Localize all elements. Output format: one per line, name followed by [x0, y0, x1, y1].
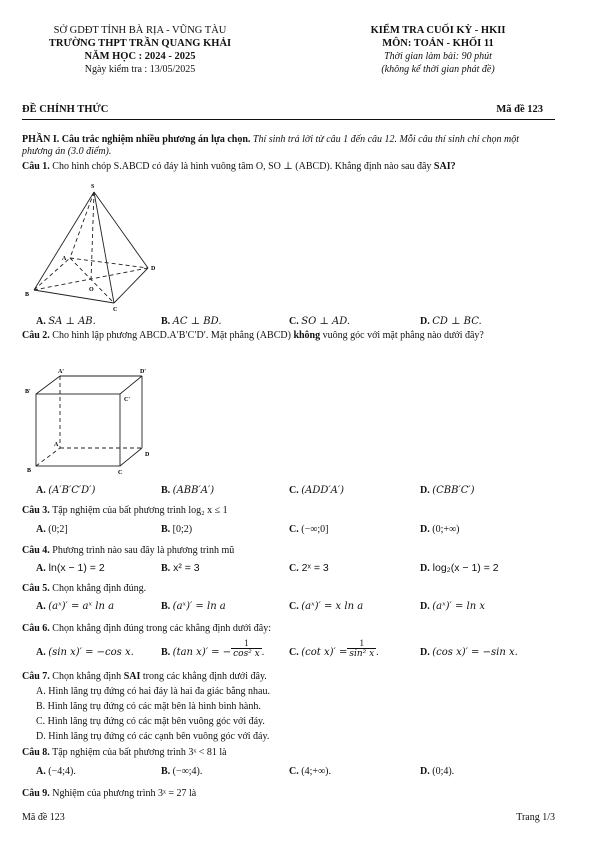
question-number: Câu 9. — [22, 788, 50, 799]
option-b[interactable]: B. (−∞;4). — [161, 766, 203, 777]
question-number: Câu 5. — [22, 583, 50, 594]
header-divider — [22, 119, 555, 120]
option-b[interactable]: B. x² = 3 — [161, 562, 200, 574]
question-4-options — [36, 562, 556, 576]
question-6-options — [36, 638, 556, 668]
question-5 — [22, 583, 562, 595]
statement-a[interactable]: A. Hình lăng trụ đứng có hai đáy là hai đa giác bằng nhau. — [36, 686, 270, 697]
exam-date: Ngày kiểm tra : 13/05/2025 — [84, 64, 196, 75]
vertex-label-a: A — [62, 256, 67, 262]
question-1 — [22, 161, 562, 173]
school-name: TRƯỜNG THPT TRẦN QUANG KHẢI — [48, 38, 232, 49]
question-text-continued: vuông góc với mặt phẳng nào dưới đây? — [322, 330, 484, 341]
question-3-options — [36, 524, 556, 538]
question-emphasis: không — [293, 330, 321, 341]
school-year: NĂM HỌC : 2024 - 2025 — [84, 51, 196, 62]
question-text: Chọn khẳng định — [52, 671, 122, 682]
option-a[interactable]: A. (sin x)′ = −cos x. — [36, 647, 134, 658]
question-text: Cho hình chóp S.ABCD có đáy là hình vuông tâm O, SO ⊥ (ABCD). Khẳng định nào sau đây — [52, 161, 432, 172]
question-number: Câu 1. — [22, 161, 50, 172]
option-a[interactable]: A. (−4;4). — [36, 766, 76, 777]
question-number: Câu 3. — [22, 505, 50, 516]
question-8 — [22, 747, 562, 759]
option-d[interactable]: D. (CBB′C′) — [420, 485, 475, 496]
vertex-label-o: O — [89, 287, 94, 293]
vertex-label-c: C — [113, 307, 118, 313]
question-4 — [22, 545, 562, 557]
option-b[interactable]: B. (tan x)′ = − $\frac{1}{\text{cos² x}}$ . — [161, 638, 265, 659]
option-a[interactable]: A. (aˣ)′ = aˣ ln a — [36, 601, 115, 612]
duration-note: (không kể thời gian phát đề) — [381, 64, 495, 75]
question-text-continued: trong các khẳng định dưới đây. — [142, 671, 267, 682]
option-c[interactable]: C. 2ˣ = 3 — [289, 562, 329, 574]
header-left — [20, 24, 260, 76]
vertex-label-b: B — [27, 468, 32, 474]
subject-name: MÔN: TOÁN - KHỐI 11 — [382, 38, 494, 49]
question-8-options — [36, 766, 556, 780]
vertex-label-b-prime: B′ — [25, 389, 31, 395]
option-d[interactable]: D. (0;+∞) — [420, 524, 460, 535]
statement-c[interactable]: C. Hình lăng trụ đứng có các mặt bên vuông góc với đáy. — [36, 716, 265, 727]
option-a[interactable]: A. (0;2] — [36, 524, 68, 535]
option-c[interactable]: C. (−∞;0] — [289, 524, 329, 535]
option-b[interactable]: B. (aˣ)′ = ln a — [161, 601, 226, 612]
exam-duration: Thời gian làm bài: 90 phút — [384, 51, 492, 62]
vertex-label-a: A — [54, 442, 59, 448]
question-5-options — [36, 601, 556, 615]
statement-b[interactable]: B. Hình lăng trụ đứng có các mặt bên là hình bình hành. — [36, 701, 261, 712]
part-1-heading — [22, 134, 547, 158]
option-a[interactable]: A. SA ⊥ AB. — [36, 316, 96, 327]
exam-title: KIỂM TRA CUỐI KỲ - HKII — [370, 25, 506, 36]
question-number: Câu 8. — [22, 747, 50, 758]
question-number: Câu 2. — [22, 330, 50, 341]
part-1-instructions: Thí sinh trả lời từ câu 1 đến câu 12. Mỗi câu thí sinh chỉ chọn một phương án (3.0 điểm). — [22, 134, 519, 157]
option-b[interactable]: B. AC ⊥ BD. — [161, 316, 222, 327]
option-c[interactable]: C. SO ⊥ AD. — [289, 316, 351, 327]
fraction-b: $\frac{1}{\text{cos² x}}$ — [233, 638, 260, 659]
part-1-title: PHẦN I. Câu trắc nghiệm nhiều phương án lựa chọn. — [22, 134, 251, 145]
question-text: Tập nghiệm của bất phương trình log₂ x ≤ 1 — [52, 505, 228, 516]
official-row — [22, 104, 555, 118]
cube-figure — [22, 366, 162, 478]
page-footer — [22, 812, 555, 823]
official-label: ĐỀ CHÍNH THỨC — [22, 104, 109, 115]
question-text: Cho hình lập phương ABCD.A′B′C′D′. Mặt phẳng (ABCD) — [52, 330, 291, 341]
footer-exam-code: Mã đề 123 — [22, 812, 65, 823]
question-3 — [22, 505, 562, 517]
question-2-options — [36, 485, 556, 499]
vertex-label-d: D — [151, 266, 156, 272]
question-7 — [22, 671, 562, 683]
option-c[interactable]: C. (ADD′A′) — [289, 485, 345, 496]
question-emphasis: SAI — [123, 671, 141, 682]
question-text-continued: là — [219, 747, 227, 758]
question-2 — [22, 330, 547, 342]
fraction-c: $\frac{1}{\text{sin² x}}$ — [349, 638, 375, 659]
vertex-label-b: B — [25, 292, 30, 298]
question-6 — [22, 623, 562, 635]
option-d[interactable]: D. CD ⊥ BC. — [420, 316, 482, 327]
option-a[interactable]: A. (A′B′C′D′) — [36, 485, 96, 496]
vertex-label-d-prime: D′ — [140, 369, 147, 375]
vertex-label-a-prime: A′ — [58, 369, 65, 375]
header-right — [318, 24, 558, 76]
option-b[interactable]: B. (ABB′A′) — [161, 485, 215, 496]
page-number: Trang 1/3 — [516, 812, 555, 823]
exam-code: Mã đề 123 — [496, 104, 543, 115]
question-emphasis: SAI? — [433, 161, 456, 172]
question-9 — [22, 788, 562, 800]
question-number: Câu 7. — [22, 671, 50, 682]
statement-d[interactable]: D. Hình lăng trụ đứng có các cạnh bên vuông góc với đáy. — [36, 731, 270, 742]
option-d[interactable]: D. (cos x)′ = −sin x. — [420, 647, 518, 658]
question-text: Chọn khẳng định đúng. — [52, 583, 147, 594]
option-c[interactable]: C. (aˣ)′ = x ln a — [289, 601, 364, 612]
pyramid-figure — [22, 178, 172, 313]
question-text-continued: là — [189, 788, 197, 799]
vertex-label-c-prime: C′ — [124, 397, 131, 403]
question-text: Nghiệm của phương trình 3ˣ = 27 — [52, 788, 187, 799]
option-a[interactable]: A. ln(x − 1) = 2 — [36, 562, 105, 574]
option-c[interactable]: C. (4;+∞). — [289, 766, 331, 777]
vertex-label-c: C — [118, 470, 123, 476]
option-d[interactable]: D. log₂(x − 1) = 2 — [420, 562, 499, 574]
option-b[interactable]: B. [0;2) — [161, 524, 193, 535]
option-d[interactable]: D. (aˣ)′ = ln x — [420, 601, 486, 612]
option-c[interactable]: C. (cot x)′ = $\frac{1}{\text{sin² x}}$ . — [289, 638, 379, 659]
question-text: Phương trình nào sau đây là phương trình mũ — [52, 545, 235, 556]
question-text: Chọn khẳng định đúng trong các khẳng định dưới đây: — [52, 623, 272, 634]
vertex-label-d: D — [145, 452, 150, 458]
question-number: Câu 6. — [22, 623, 50, 634]
question-number: Câu 4. — [22, 545, 50, 556]
question-text: Tập nghiệm của bất phương trình 3ˣ < 81 — [52, 747, 217, 758]
vertex-label-s: S — [91, 184, 95, 190]
question-1-options — [36, 316, 556, 330]
option-d[interactable]: D. (0;4). — [420, 766, 455, 777]
department-name: SỞ GDĐT TỈNH BÀ RỊA - VŨNG TÀU — [53, 25, 227, 36]
